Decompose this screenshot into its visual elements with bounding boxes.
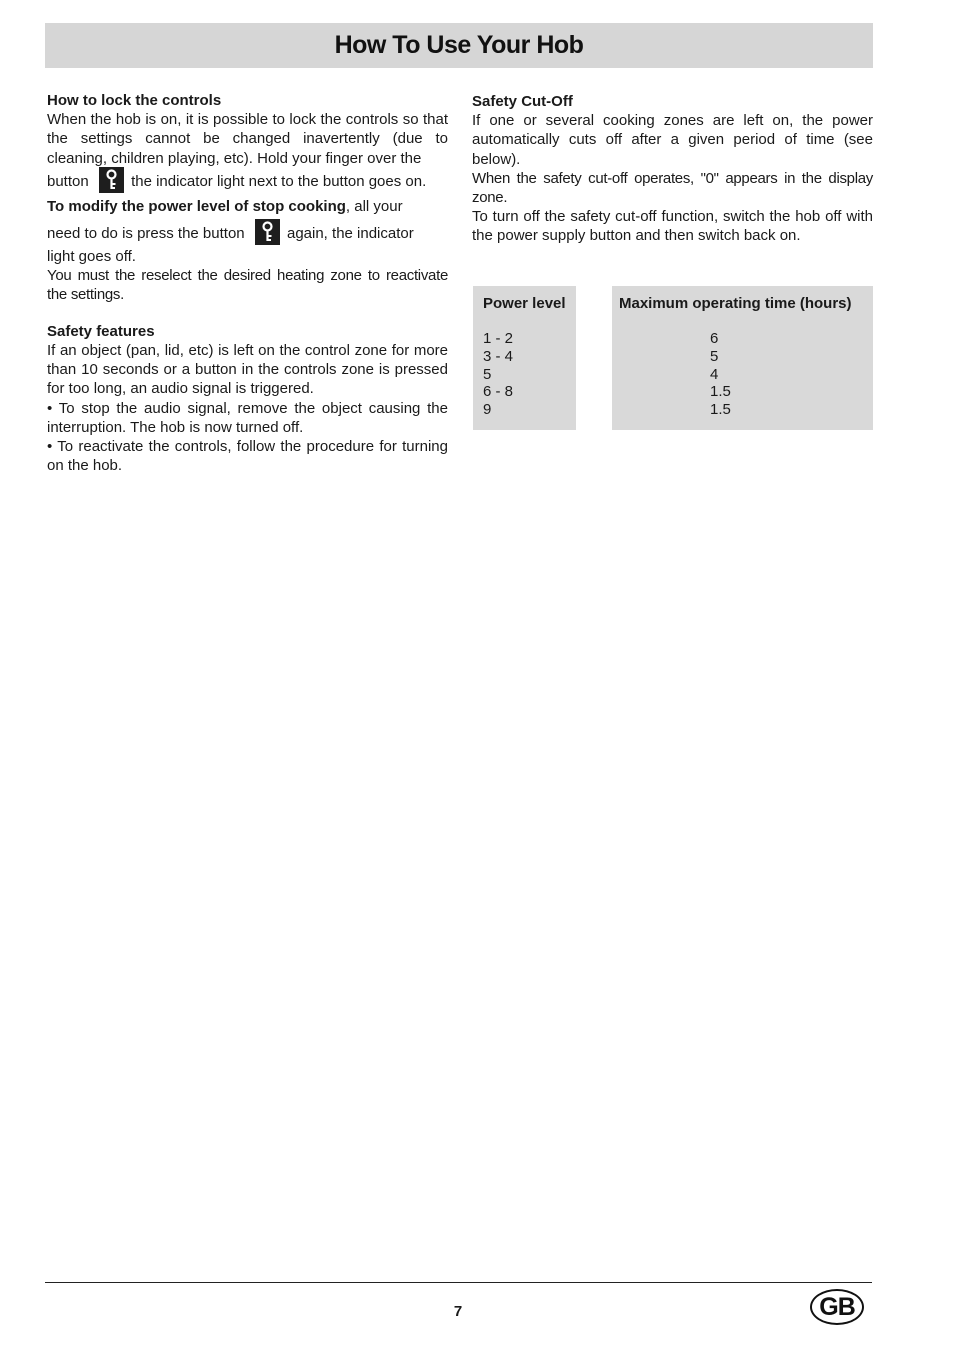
lock-paragraph-3: You must the reselect the desired heating zone to reactivate the settings. [47, 267, 448, 304]
table-cell-hours: 6 [710, 330, 719, 347]
right-column [472, 92, 873, 246]
safety-heading: Safety features [47, 322, 155, 340]
table-cell-level: 9 [483, 401, 492, 419]
safety-bullet-1: • To stop the audio signal, remove the object causing the interruption. The hob is now turned off. [47, 399, 448, 436]
page-number: 7 [453, 1303, 463, 1320]
lock-text-before-icon-1: button [47, 172, 89, 190]
table-cell-hours: 4 [710, 365, 719, 383]
safety-bullet-2: • To reactivate the controls, follow the procedure for turning on the hob. [47, 437, 448, 475]
table-cell-hours: 5 [710, 347, 719, 365]
left-column [47, 91, 448, 475]
lock-button-line-2 [47, 220, 448, 247]
cutoff-paragraph-2: When the safety cut-off operates, "0" appears in the display zone. [472, 169, 873, 207]
modify-power-rest: , all your [345, 197, 403, 215]
table-cell-level: 3 - 4 [483, 347, 514, 365]
lock-heading: How to lock the controls [47, 92, 222, 109]
power-level-header: Power level [483, 295, 566, 312]
cutoff-paragraph-1: If one or several cooking zones are left on, the power automatically cuts off after a given period of time (see below). [472, 112, 873, 168]
footer-divider [45, 1282, 872, 1283]
language-badge: GB [810, 1289, 864, 1325]
lock-light-off: light goes off. [47, 248, 136, 266]
table-cell-hours: 1.5 [710, 401, 731, 419]
operating-time-column [612, 286, 873, 430]
title-bar [45, 23, 873, 68]
modify-power-line [47, 197, 448, 216]
table-cell-level: 6 - 8 [483, 383, 514, 401]
key-lock-icon [255, 219, 280, 245]
cutoff-paragraph-3: To turn off the safety cut-off function, switch the hob off with the power supply button and then switch back on. [472, 208, 873, 245]
operating-time-header: Maximum operating time (hours) [619, 295, 852, 312]
table-cell-hours: 1.5 [710, 383, 731, 401]
lock-text-before-icon-2: need to do is press the button [47, 225, 245, 243]
cutoff-heading: Safety Cut-Off [472, 93, 573, 110]
modify-power-bold: To modify the power level of stop cooking [47, 197, 346, 215]
lock-paragraph-1: When the hob is on, it is possible to lock the controls so that the settings cannot be changed inavertently (due to cleaning, children playing, etc). Hold your finger over the [47, 111, 448, 167]
lock-button-line-1 [47, 168, 448, 195]
lock-text-after-icon-1: the indicator light next to the button goes on. [131, 172, 427, 190]
page-title: How To Use Your Hob [334, 31, 584, 59]
power-level-column [473, 286, 576, 430]
table-cell-level: 5 [483, 365, 492, 383]
table-cell-level: 1 - 2 [483, 330, 514, 347]
safety-paragraph: If an object (pan, lid, etc) is left on the control zone for more than 10 seconds or a button in the controls zone is pressed for too long, an audio signal is triggered. [47, 341, 448, 398]
lock-text-after-icon-2: again, the indicator [286, 225, 414, 243]
key-lock-icon [99, 167, 124, 193]
